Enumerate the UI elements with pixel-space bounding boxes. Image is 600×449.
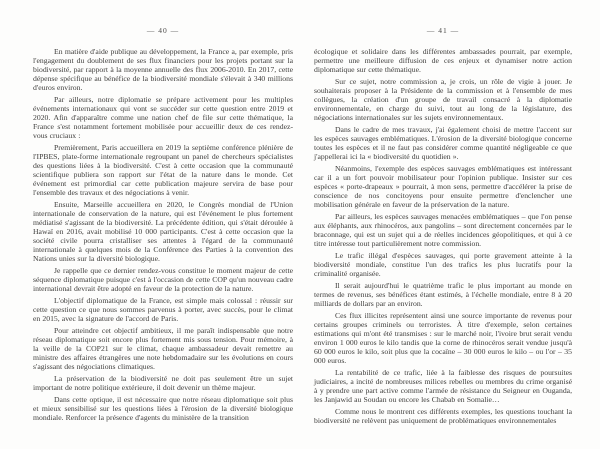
paragraph: Sur ce sujet, notre commission a, je crois, un rôle de vigie à jouer. Je souhaiterais proposer à la Présidente de la commission et à l'ensemble de mes collègues, la création d'un groupe de travail consacré à la diplomatie environnementale, en charge du suivi, tout au long de la législature, des négociations internationales sur les sujets environnementaux. <box>314 77 572 122</box>
page-number-40: — 40 — <box>146 26 180 35</box>
page-40 <box>33 26 293 423</box>
paragraph: En matière d'aide publique au développement, la France a, par exemple, pris l'engagement du doublement de ses flux financiers pour les projets portant sur la biodiversité, par rapport à la moyenne annuelle des flux 2006-2010. En 2017, cette dépense spécifique au bénéfice de la biodiversité mondiale s'élevait à 340 millions d'euros environ. <box>33 47 293 92</box>
page-number-41: — 41 — <box>426 26 460 35</box>
paragraph: Par ailleurs, notre diplomatie se prépare activement pour les multiples événements internationaux qui vont se succéder sur cette question entre 2019 et 2020. Afin d'apparaître comme une nation chef de file sur cette thématique, la France s'est notamment fortement mobilisée pour accueillir deux de ces rendez-vous cruciaux : <box>33 94 293 140</box>
page-41 <box>314 26 572 426</box>
paragraph: Ces flux illicites représentent ainsi une source importante de revenus pour certains groupes criminels ou terroristes. À titre d'exemple, selon certaines estimations qui m'ont été transmises : sur le marché noir, l'ivoire brut serait vendu environ 1 000 euros le kilo tandis que la corne de rhinocéros serait vendue jusqu'à 60 000 euros le kilo, soit plus que la cocaïne – 30 000 euros le kilo – ou l'or – 35 000 euros. <box>314 311 572 365</box>
paragraph: Je rappelle que ce dernier rendez-vous constitue le moment majeur de cette séquence diplomatique puisque c'est à l'occasion de cette COP qu'un nouveau cadre international devrait être adopté en faveur de la protection de la nature. <box>33 265 293 293</box>
paragraph: Le trafic illégal d'espèces sauvages, qui porte gravement atteinte à la biodiversité mondiale, constitue l'un des trafics les plus lucratifs pour la criminalité organisée. <box>314 250 572 278</box>
paragraph: Par ailleurs, les espèces sauvages menacées emblématiques – que l'on pense aux éléphants, aux rhinocéros, aux pangolins – sont directement concernées par le braconnage, qui est un sujet qui a de réelles incidences géopolitiques, et qui à ce titre intéresse tout particulièrement notre commission. <box>314 211 572 248</box>
paragraph: Néanmoins, l'exemple des espèces sauvages emblématiques est intéressant car il a un fort pouvoir mobilisateur pour l'opinion publique. Insister sur ces espèces « porte-drapeaux » pourrait, à mon sens, permettre d'accélérer la prise de conscience de nos concitoyens pour ensuite permettre d'enclencher une mobilisation générale en faveur de la préservation de la nature. <box>314 164 572 209</box>
paragraph: Dans cette optique, il est nécessaire que notre réseau diplomatique soit plus et mieux sensibilisé sur les questions liées à l'érosion de la diversité biologique mondiale. Renforcer la présence d'agents du ministère de la transition <box>33 394 293 422</box>
paragraph: Premièrement, Paris accueillera en 2019 la septième conférence plénière de l'IPBES, plate-forme internationale regroupant un panel de chercheurs spécialistes des questions liées à la biodiversité. C'est à cette occasion que la communauté scientifique publiera son rapport sur l'état de la nature dans le monde. Cet événement est primordial car cette publication majeure servira de base pour l'ensemble des travaux et des négociations à venir. <box>33 142 293 197</box>
paragraph: Il serait aujourd'hui le quatrième trafic le plus important au monde en termes de revenus, ses bénéfices étant estimés, à l'échelle mondiale, entre 8 à 20 milliards de dollars par an environ. <box>314 281 572 308</box>
paragraph: La rentabilité de ce trafic, liée à la faiblesse des risques de poursuites judiciaires, a incité de nombreuses milices rebelles ou membres du crime organisé à y prendre une part active comme l'armée de résistance du Seigneur en Ouganda, les Janjawid au Soudan ou encore les Chabab en Somalie… <box>314 367 572 404</box>
paragraph-continuation: écologique et solidaire dans les différentes ambassades pourrait, par exemple, permettre une meilleure diffusion de ces enjeux et dynamiser notre action diplomatique sur cette thématique. <box>314 47 572 74</box>
paragraph: Comme nous le montrent ces différents exemples, les questions touchant la biodiversité ne relèvent pas uniquement de problématiques environnementales <box>314 406 572 425</box>
paragraph: Dans le cadre de mes travaux, j'ai également choisi de mettre l'accent sur les espèces sauvages emblématiques. L'érosion de la diversité biologique concerne toutes les espèces et il ne faut pas considérer comme quantité négligeable ce que j'appellerai ici la « biodiversité du quotidien ». <box>314 125 572 161</box>
page-40-body <box>33 48 293 423</box>
paragraph: Ensuite, Marseille accueillera en 2020, le Congrès mondial de l'Union internationale de conservation de la nature, qui est l'événement le plus fortement médiatisé s'agissant de la biodiversité. La précédente édition, qui s'était déroulée à Hawaï en 2016, avait mobilisé 10 000 participants. C'est à cette occasion que la société civile pourra cristalliser ses attentes à l'égard de la communauté internationale à quelques mois de la Conférence des Parties à la convention des Nations unies sur la diversité biologique. <box>33 199 293 263</box>
paragraph: Pour atteindre cet objectif ambitieux, il me paraît indispensable que notre réseau diplomatique soit encore plus fortement mis sous tension. Pour mémoire, à la veille de la COP21 sur le climat, chaque ambassadeur devait remettre au ministre des affaires étrangères une note hebdomadaire sur les évolutions en cours s'agissant des négociations climatiques. <box>33 325 293 371</box>
page-41-body <box>314 48 572 426</box>
paragraph: La préservation de la biodiversité ne doit pas seulement être un sujet important de notre politique extérieure, il doit devenir un thème majeur. <box>33 373 293 392</box>
paragraph: L'objectif diplomatique de la France, est simple mais colossal : réussir sur cette question ce que nous sommes parvenus à porter, avec succès, pour le climat en 2015, avec la signature de l'accord de Paris. <box>33 295 293 323</box>
